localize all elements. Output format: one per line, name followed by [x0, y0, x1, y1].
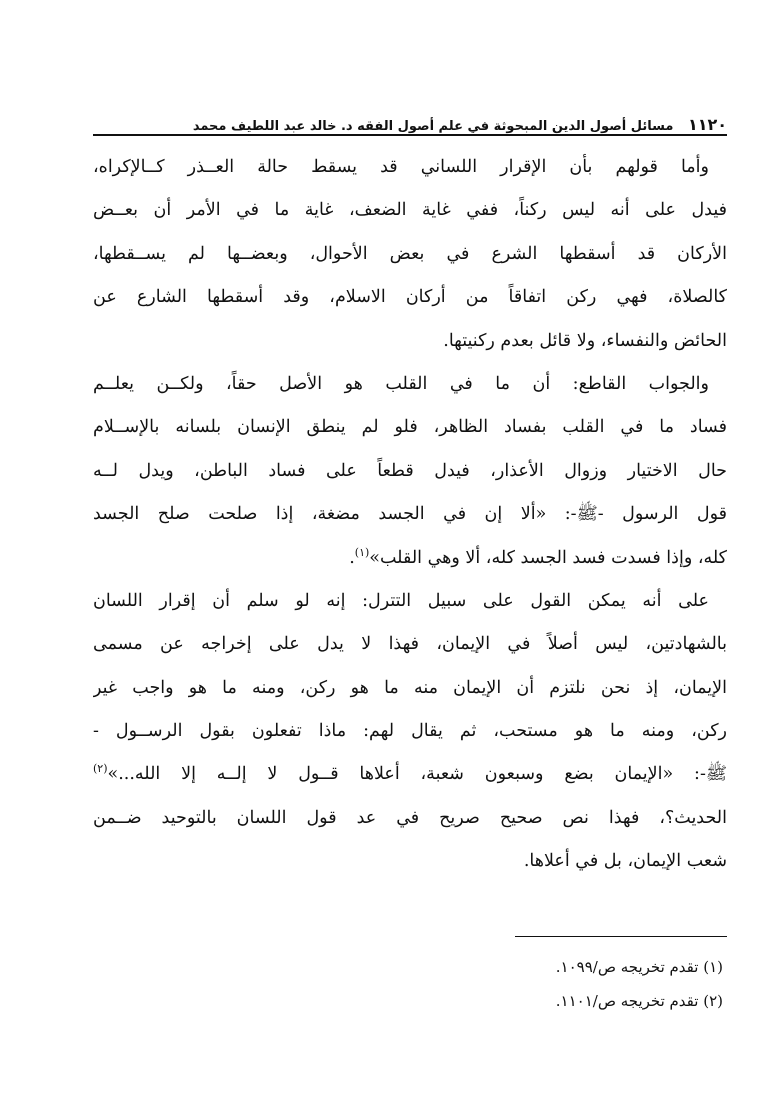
text-line-content: كله، وإذا فسدت فسد الجسد كله، ألا وهي القلب» — [369, 547, 727, 568]
text-line: على أنه يمكن القول على سبيل التترل: إنه لو سلم أن إقرار اللسان — [93, 590, 709, 611]
text-line: الحديث؟، فهذا نص صحيح صريح في عد قول اللسان بالتوحيد ضــمن — [93, 807, 727, 828]
text-line: شعب الإيمان، بل في أعلاها. — [523, 851, 727, 872]
paragraph-3 — [93, 580, 727, 884]
footnote-rule — [515, 936, 727, 937]
paragraph-2 — [93, 363, 727, 580]
text-line: وأما قولهم بأن الإقرار اللساني قد يسقط حالة العــذر كــالإكراه، — [93, 157, 709, 177]
text-line: الأركان قد أسقطها الشرع في بعض الأحوال، وبعضــها لم يســقطها، — [93, 243, 727, 264]
text-line: الحائض والنفساء، ولا قائل بعدم ركنيتها. — [443, 330, 727, 351]
book-page — [93, 0, 727, 1120]
paragraph-1 — [93, 146, 727, 363]
text-line: قول الرسول -ﷺ-: «ألا إن في الجسد مضغة، إذا صلحت صلح الجسد — [93, 504, 727, 525]
text-line: فساد ما في القلب بفساد الظاهر، فلو لم ينطق الإنسان بلسانه بالإســلام — [93, 417, 727, 438]
text-line: بالشهادتين، ليس أصلاً في الإيمان، فهذا لا يدل على إخراجه عن مسمى — [93, 634, 727, 655]
text-line — [93, 753, 727, 796]
text-line: ركن، ومنه ما هو مستحب، ثم يقال لهم: ماذا تفعلون بقول الرســول - — [93, 721, 727, 742]
text-line: حال الاختيار وزوال الأعذار، فيدل قطعاً على فساد الباطن، ويدل لــه — [93, 460, 727, 481]
running-title: مسائل أصول الدين المبحوثة في علم أصول الفقه د. خالد عبد اللطيف محمد — [192, 119, 674, 134]
text-line: فيدل على أنه ليس ركناً، ففي غاية الضعف، غاية ما في الأمر أن بعــض — [93, 200, 727, 221]
footnote-ref-1[interactable]: (١) — [354, 545, 370, 559]
text-line — [93, 537, 727, 580]
page-number: ١١٢٠ — [687, 115, 727, 134]
text-line: الإيمان، إذ نحن نلتزم أن الإيمان منه ما هو ركن، ومنه ما هو واجب غير — [93, 677, 727, 698]
text-line-content: ﷺ-: «الإيمان بضع وسبعون شعبة، أعلاها قــول لا إلــه إلا الله...» — [107, 764, 727, 785]
text-line: كالصلاة، فهي ركن اتفاقاً من أركان الاسلام، وقد أسقطها الشارع عن — [93, 287, 727, 308]
header-rule — [93, 134, 727, 136]
text-line: والجواب القاطع: أن ما في القلب هو الأصل حقاً، ولكــن يعلــم — [93, 373, 709, 394]
footnote-2: (٢) تقدم تخريجه ص/١١٠١. — [555, 992, 723, 1010]
footnote-1: (١) تقدم تخريجه ص/١٠٩٩. — [555, 958, 723, 976]
footnotes — [93, 950, 727, 1018]
line-end-period: . — [349, 547, 355, 568]
body-text — [93, 146, 727, 884]
footnote-ref-2[interactable]: (٢) — [93, 762, 108, 776]
